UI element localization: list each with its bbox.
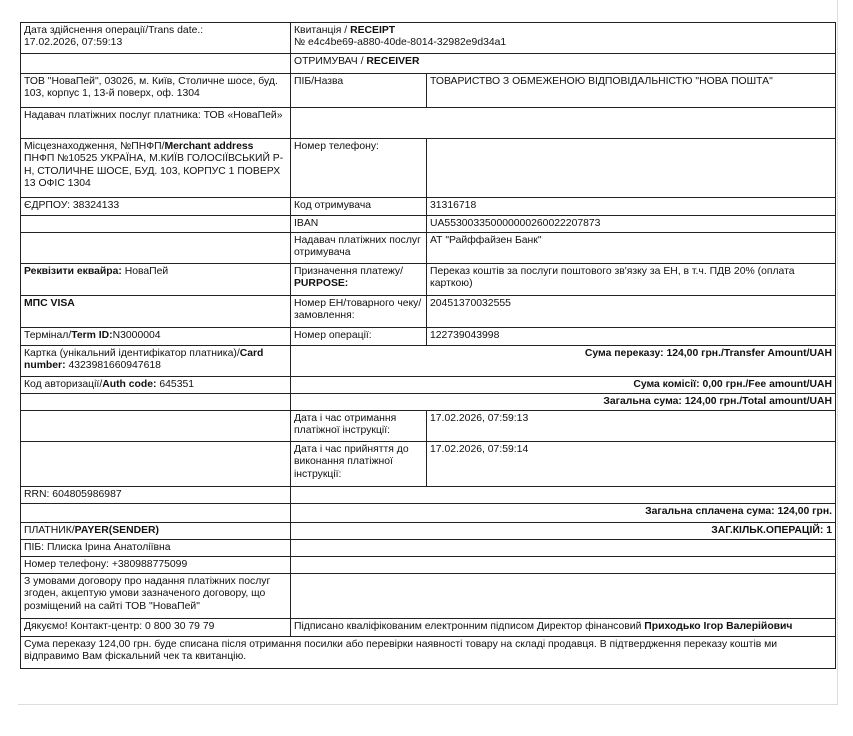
receiver-header: ОТРИМУВАЧ / RECEIVER (291, 54, 836, 74)
empty-cell (291, 574, 836, 619)
mps: МПС VISA (21, 296, 291, 328)
receiver-provider-label: Надавач платіжних послуг отримувача (291, 233, 427, 264)
auth-code: Код авторизації/Auth code: 645351 (21, 377, 291, 394)
empty-cell (21, 233, 291, 264)
receipt-cell: Квитанція / RECEIPT № e4c4be69-a880-40de-8014-32982e9d34a1 (291, 23, 836, 54)
purpose-label: Призначення платежу/ PURPOSE: (291, 264, 427, 296)
receipt-page (18, 0, 838, 705)
payer-header: ПЛАТНИК/PAYER(SENDER) (21, 523, 291, 540)
receiver-code-label: Код отримувача (291, 198, 427, 216)
agreement: З умовами договору про надання платіжних послуг згоден, акцептую умови зазначеного договору, що розміщений на сайті ТОВ "НоваПей" (21, 574, 291, 619)
merchant-address: Місцезнаходження, №ПНФП/Merchant address ПНФП №10525 УКРАЇНА, М.КИЇВ ГОЛОСІЇВСЬКИЙ Р-Н, СТОЛИЧНЕ ШОСЕ, БУД. 103, КОРПУС 1 ПОВЕРХ 13 ОФІС 1304 (21, 139, 291, 198)
fee-amount: Сума комісії: 0,00 грн./Fee amount/UAH (291, 377, 836, 394)
order-number: 20451370032555 (427, 296, 836, 328)
empty-cell (21, 442, 291, 487)
empty-cell (21, 54, 291, 74)
total-amount: Загальна сума: 124,00 грн./Total amount/UAH (291, 394, 836, 411)
rrn: RRN: 604805986987 (21, 487, 291, 504)
empty-cell (21, 411, 291, 442)
payer-provider: Надавач платіжних послуг платника: ТОВ «НоваПей» (21, 108, 291, 139)
empty-cell (21, 216, 291, 233)
footer-note: Сума переказу 124,00 грн. буде списана після отримання посилки або перевірки наявності товару на складі продавця. В підтвердження переказу коштів ми відправимо Вам фіскальний чек та квитанцію. (21, 637, 836, 669)
transfer-amount: Сума переказу: 124,00 грн./Transfer Amount/UAH (291, 346, 836, 377)
trans-date-cell: Дата здійснення операції/Trans date.: 17.02.2026, 07:59:13 (21, 23, 291, 54)
purpose-value: Переказ коштів за послуги поштового зв'язку за ЕН, в т.ч. ПДВ 20% (оплата карткою) (427, 264, 836, 296)
contact-center: Дякуємо! Контакт-центр: 0 800 30 79 79 (21, 619, 291, 637)
acquirer: Реквізити еквайра: НоваПей (21, 264, 291, 296)
iban-label: IBAN (291, 216, 427, 233)
receiver-bank: АТ "Райффайзен Банк" (427, 233, 836, 264)
company-address: ТОВ "НоваПей", 03026, м. Київ, Столичне шосе, буд. 103, корпус 1, 13-й поверх, оф. 1304 (21, 74, 291, 108)
receipt-table (20, 22, 836, 669)
edrpou: ЄДРПОУ: 38324133 (21, 198, 291, 216)
terminal: Термінал/Term ID:N3000004 (21, 328, 291, 346)
empty-cell (291, 108, 836, 139)
phone-label: Номер телефону: (291, 139, 427, 198)
empty-cell (21, 504, 291, 523)
empty-cell (291, 540, 836, 557)
operations-count: ЗАГ.КІЛЬК.ОПЕРАЦІЙ: 1 (291, 523, 836, 540)
accepted-date: 17.02.2026, 07:59:14 (427, 442, 836, 487)
received-label: Дата і час отримання платіжної інструкції: (291, 411, 427, 442)
operation-label: Номер операції: (291, 328, 427, 346)
accepted-label: Дата і час прийняття до виконання платіжної інструкції: (291, 442, 427, 487)
signature: Підписано кваліфікованим електронним підписом Директор фінансовий Приходько Ігор Валерійович (291, 619, 836, 637)
empty-cell (21, 394, 291, 411)
card-number: Картка (унікальний ідентифікатор платника)/Card number: 4323981660947618 (21, 346, 291, 377)
empty-cell (291, 487, 836, 504)
payer-phone: Номер телефону: +380988775099 (21, 557, 291, 574)
receiver-name: ТОВАРИСТВО З ОБМЕЖЕНОЮ ВІДПОВІДАЛЬНІСТЮ "НОВА ПОШТА" (427, 74, 836, 108)
iban-value: UA553003350000000260022207873 (427, 216, 836, 233)
order-label: Номер ЕН/товарного чеку/замовлення: (291, 296, 427, 328)
receiver-phone (427, 139, 836, 198)
payer-name: ПІБ: Плиска Ірина Анатоліївна (21, 540, 291, 557)
operation-number: 122739043998 (427, 328, 836, 346)
empty-cell (291, 557, 836, 574)
pib-label: ПІБ/Назва (291, 74, 427, 108)
received-date: 17.02.2026, 07:59:13 (427, 411, 836, 442)
receiver-code: 31316718 (427, 198, 836, 216)
total-paid: Загальна сплачена сума: 124,00 грн. (291, 504, 836, 523)
